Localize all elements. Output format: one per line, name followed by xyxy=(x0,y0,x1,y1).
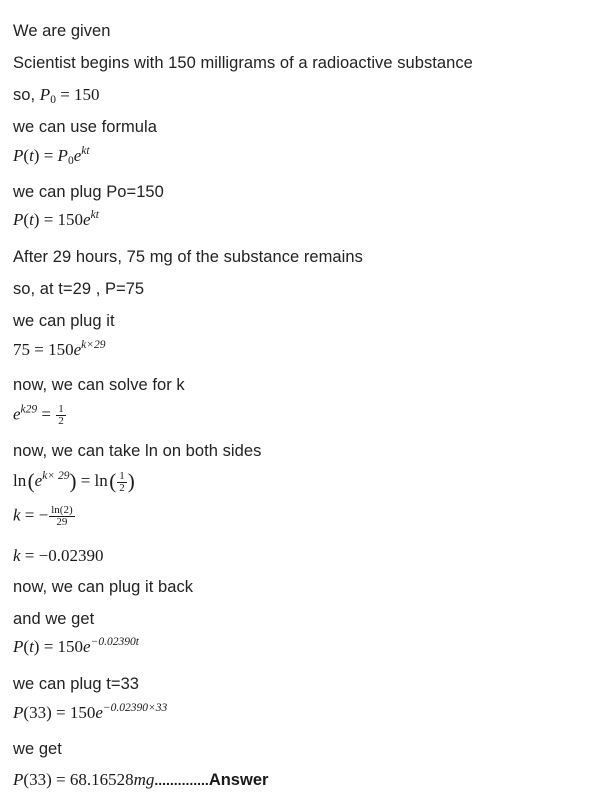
exponent-kt: kt xyxy=(81,144,90,157)
half-numerator: 1 xyxy=(58,403,64,415)
k-value-line: k = −0.02390 xyxy=(13,546,104,565)
half-denominator-ln: 2 xyxy=(119,481,125,494)
so-prefix: so, xyxy=(13,86,40,104)
p0-value: 150 xyxy=(74,85,100,104)
ln2-fraction xyxy=(49,505,74,528)
plug-p0-line: we can plug Po=150 xyxy=(13,183,164,201)
k-expression: k = − $\frac{\ln(2)}{29}$ xyxy=(13,504,73,528)
exponent-k29: k×29 xyxy=(81,338,106,351)
exponent-decay-33: −0.02390×33 xyxy=(102,701,168,714)
formula-intro: we can use formula xyxy=(13,118,157,136)
exponent-decay: −0.02390t xyxy=(90,635,139,648)
initial-amount-4: 150 xyxy=(69,703,96,722)
plug-it-line: we can plug it xyxy=(13,312,115,330)
plug-back-line: now, we can plug it back xyxy=(13,578,194,596)
take-ln-line: now, we can take ln on both sides xyxy=(13,442,262,460)
intro-line: We are given xyxy=(13,22,111,40)
exponent-k29b: k29 xyxy=(20,403,38,416)
result-unit: mg xyxy=(133,770,155,789)
half-fraction xyxy=(56,404,66,427)
answer-label: Answer xyxy=(208,771,269,789)
left-75: 75 xyxy=(13,340,30,359)
ln-left: ln xyxy=(13,471,27,490)
condition-values: so, at t=29 , P=75 xyxy=(13,280,145,298)
t-value-2: 33 xyxy=(29,770,47,789)
t-value: 33 xyxy=(29,703,47,722)
p0-equation: $P_0 = 150$ xyxy=(39,85,100,106)
problem-statement: Scientist begins with 150 milligrams of a radioactive substance xyxy=(13,54,473,72)
ln2-numerator: ln(2) xyxy=(51,504,73,516)
initial-value-line xyxy=(13,85,100,105)
answer-dots: .............. xyxy=(154,772,209,788)
half-denominator: 2 xyxy=(58,415,64,427)
ln-right: ln xyxy=(94,471,108,490)
final-answer-line xyxy=(13,770,268,790)
exponent-kt-2: kt xyxy=(90,208,99,221)
decay-model: $P(t) = 150e^{-0.02390t}$ xyxy=(13,635,139,656)
we-get-line: we get xyxy=(13,740,62,758)
ln2-denominator: 29 xyxy=(56,516,68,528)
initial-amount-3: 150 xyxy=(57,637,84,656)
ln-equation: ln $(e^{k\times 29}) = \ln$ ( $\frac{1}{2}$ ) xyxy=(13,469,135,494)
final-result: P(33) = 68.16528mg xyxy=(13,770,155,789)
decay-at-33: $P(33) = 150e^{-0.02390\times 33}$ xyxy=(13,701,168,722)
initial-amount: 150 xyxy=(57,210,84,229)
half-fraction-ln xyxy=(117,471,127,494)
half-equation: $e^{k29}$ = $\frac{1}{2}$ xyxy=(13,403,64,427)
formula-with-p0: $P(t) = 150e^{kt}$ xyxy=(13,208,99,229)
given-condition: After 29 hours, 75 mg of the substance remains xyxy=(13,248,363,266)
general-formula: $P(t) = P_0e^{kt}$ xyxy=(13,144,90,167)
k-value: −0.02390 xyxy=(38,546,104,565)
and-we-get-line: and we get xyxy=(13,610,95,628)
plug-t-line: we can plug t=33 xyxy=(13,675,140,693)
result-value: 68.16528 xyxy=(69,770,134,789)
initial-amount-2: 150 xyxy=(48,340,74,359)
solve-k-line: now, we can solve for k xyxy=(13,376,185,394)
half-numerator-ln: 1 xyxy=(119,469,125,482)
substituted-equation: $75 = 150e^{k\times 29}$ xyxy=(13,338,106,359)
exponent-k29-ln: k× 29 xyxy=(42,469,70,482)
